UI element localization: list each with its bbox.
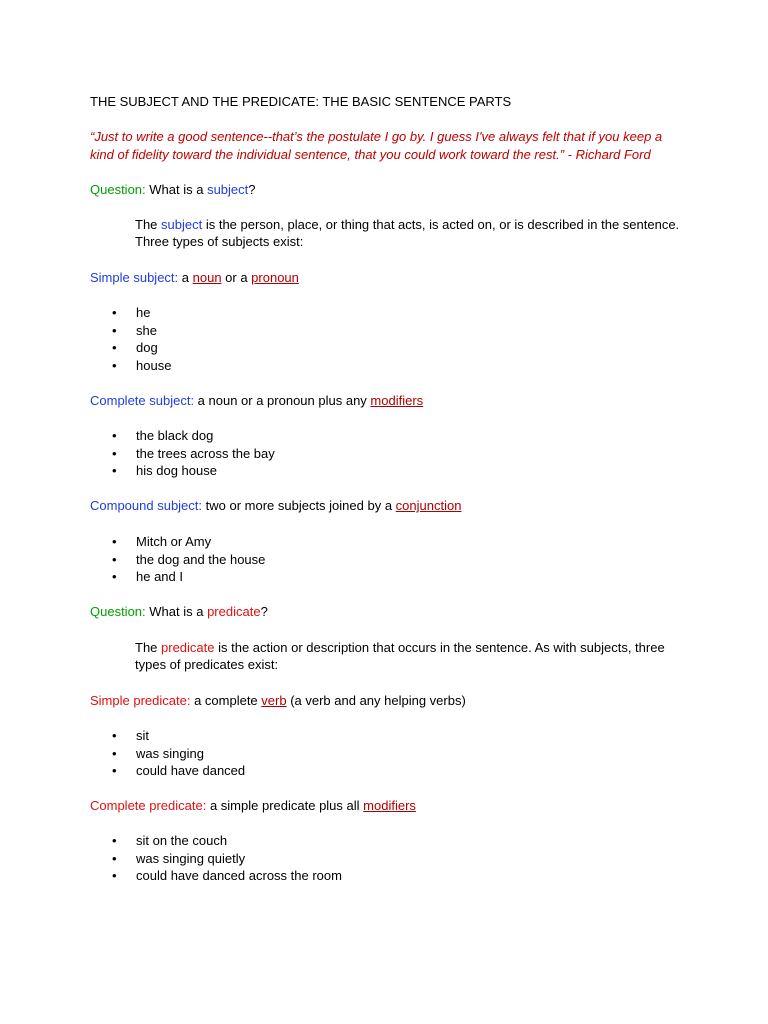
section-label: Simple predicate: [90,693,191,708]
list-item: • he and I [112,568,265,586]
complete-subject-heading [90,392,423,409]
list-item: • could have danced across the room [112,867,342,885]
simple-predicate-heading [90,692,466,709]
section-label: Simple subject: [90,270,179,285]
section-label: Complete predicate: [90,798,207,813]
conjunction-link[interactable]: conjunction [395,498,462,513]
list-item: • the dog and the house [112,551,265,569]
list-item: • the trees across the bay [112,445,275,463]
compound-subject-heading [90,497,461,514]
question-label: Question: [90,604,146,619]
definition-text-line-2: types of predicates exist: [135,657,279,672]
modifiers-link[interactable]: modifiers [370,393,424,408]
list-item: • she [112,322,171,340]
section-text: (a verb and any helping verbs) [286,693,466,708]
subject-term: subject [207,182,249,197]
list-item: • could have danced [112,762,245,780]
list-item: • dog [112,339,171,357]
complete-subject-list [112,427,275,480]
predicate-term: predicate [207,604,261,619]
verb-link[interactable]: verb [261,693,287,708]
question-text: What is a [145,604,208,619]
document-title: THE SUBJECT AND THE PREDICATE: THE BASIC SENTENCE PARTS [90,94,512,109]
section-text: a simple predicate plus all [206,798,364,813]
question-mark: ? [260,604,268,619]
section-label: Complete subject: [90,393,195,408]
question-text: What is a [145,182,208,197]
definition-lead: The [135,640,162,655]
question-subject [90,181,256,198]
list-item: • the black dog [112,427,275,445]
compound-subject-list [112,533,265,586]
epigraph-quote [90,128,662,163]
simple-subject-heading [90,269,299,286]
complete-predicate-list [112,832,342,885]
question-predicate [90,603,268,620]
noun-link[interactable]: noun [192,270,222,285]
list-item: • sit on the couch [112,832,342,850]
section-text: a noun or a pronoun plus any [194,393,371,408]
question-label: Question: [90,182,146,197]
section-text: or a [221,270,252,285]
subject-definition [135,216,679,250]
quote-line-2: kind of fidelity toward the individual sentence, that you could work toward the rest.” - Richard Ford [90,146,651,162]
list-item: • he [112,304,171,322]
list-item: • Mitch or Amy [112,533,265,551]
section-text: two or more subjects joined by a [202,498,396,513]
definition-lead: The [135,217,162,232]
list-item: • was singing quietly [112,850,342,868]
question-mark: ? [248,182,256,197]
definition-text: is the action or description that occurs in the sentence. As with subjects, three [214,640,665,655]
subject-term: subject [161,217,203,232]
simple-predicate-list [112,727,245,780]
predicate-term: predicate [161,640,215,655]
list-item: • his dog house [112,462,275,480]
section-text: a [178,270,193,285]
section-text: a complete [190,693,262,708]
predicate-definition [135,639,665,673]
list-item: • house [112,357,171,375]
section-label: Compound subject: [90,498,203,513]
simple-subject-list [112,304,171,374]
list-item: • sit [112,727,245,745]
pronoun-link[interactable]: pronoun [251,270,299,285]
complete-predicate-heading [90,797,416,814]
list-item: • was singing [112,745,245,763]
quote-line-1: “Just to write a good sentence--that’s the postulate I go by. I guess I've always felt that if you keep a [90,129,663,144]
definition-text: is the person, place, or thing that acts, is acted on, or is described in the sentence. [202,217,680,232]
modifiers-link[interactable]: modifiers [363,798,416,813]
definition-text-line-2: Three types of subjects exist: [135,234,304,249]
